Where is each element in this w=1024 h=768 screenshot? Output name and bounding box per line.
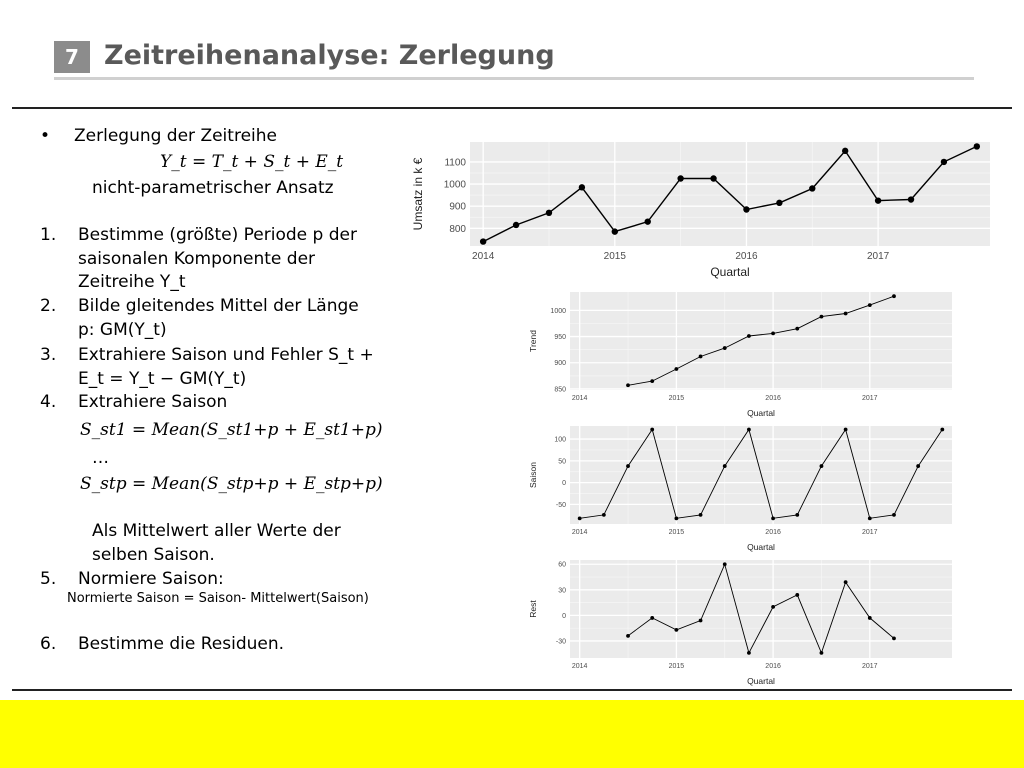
x-tick-label: 2017 bbox=[866, 251, 890, 262]
x-tick-label: 2016 bbox=[765, 395, 781, 402]
data-point bbox=[892, 513, 896, 517]
x-axis-label: Quartal bbox=[747, 408, 775, 418]
y-tick-label: -50 bbox=[555, 501, 566, 509]
x-axis-label: Quartal bbox=[747, 542, 775, 552]
x-tick-label: 2014 bbox=[571, 529, 588, 536]
step-5-num: 5. bbox=[40, 569, 57, 589]
step-4-line-1: Extrahiere Saison bbox=[78, 392, 228, 412]
step-1-num: 1. bbox=[40, 225, 57, 245]
plot-panel bbox=[570, 292, 952, 390]
data-point bbox=[723, 346, 727, 350]
x-tick-label: 2014 bbox=[472, 251, 495, 262]
y-tick-label: 50 bbox=[558, 458, 566, 466]
bullet-text: Zerlegung der Zeitreihe bbox=[74, 126, 277, 146]
data-point bbox=[842, 148, 848, 154]
data-point bbox=[513, 222, 519, 228]
x-tick-label: 2015 bbox=[668, 529, 685, 536]
y-axis-label: Saison bbox=[528, 462, 538, 488]
data-point bbox=[747, 651, 751, 655]
plot-panel bbox=[570, 560, 952, 658]
y-tick-label: 800 bbox=[449, 223, 466, 235]
formula-s1: S_st1 = Mean(S_st1+p + E_st1+p) bbox=[80, 420, 383, 440]
x-tick-label: 2017 bbox=[862, 529, 878, 536]
y-axis-label: Umsatz in k € bbox=[411, 157, 425, 231]
step-6-line-1: Bestimme die Residuen. bbox=[78, 634, 285, 654]
formula-sp: S_stp = Mean(S_stp+p + E_stp+p) bbox=[80, 474, 383, 494]
mean-note-line-2: selben Saison. bbox=[92, 545, 215, 565]
data-point bbox=[674, 367, 678, 371]
step-3-line-2: E_t = Y_t − GM(Y_t) bbox=[78, 369, 247, 389]
y-tick-label: 850 bbox=[554, 386, 566, 394]
y-tick-label: 0 bbox=[562, 480, 566, 488]
step-4-num: 4. bbox=[40, 392, 57, 412]
x-tick-label: 2015 bbox=[603, 251, 626, 262]
data-point bbox=[941, 159, 947, 165]
data-point bbox=[940, 428, 944, 432]
data-point bbox=[820, 464, 824, 468]
data-point bbox=[480, 238, 486, 244]
data-point bbox=[820, 651, 824, 655]
data-point bbox=[645, 218, 651, 224]
data-point bbox=[710, 175, 716, 181]
y-tick-label: 950 bbox=[554, 333, 566, 341]
data-point bbox=[650, 379, 654, 383]
data-point bbox=[868, 616, 872, 620]
y-axis-label: Trend bbox=[528, 330, 538, 352]
y-tick-label: 30 bbox=[558, 587, 566, 595]
formula-main: Y_t = T_t + S_t + E_t bbox=[160, 152, 344, 172]
data-point bbox=[795, 513, 799, 517]
data-point bbox=[612, 228, 618, 234]
data-point bbox=[892, 294, 896, 298]
data-point bbox=[650, 616, 654, 620]
data-point bbox=[602, 513, 606, 517]
chart-saison bbox=[526, 424, 954, 554]
x-tick-label: 2014 bbox=[571, 663, 588, 670]
data-point bbox=[579, 184, 585, 190]
data-point bbox=[776, 200, 782, 206]
data-point bbox=[916, 464, 920, 468]
x-tick-label: 2016 bbox=[735, 251, 758, 262]
x-tick-label: 2016 bbox=[765, 529, 781, 536]
step-6-num: 6. bbox=[40, 634, 57, 654]
step-1-line-2: saisonalen Komponente der bbox=[78, 249, 316, 269]
data-point bbox=[844, 428, 848, 432]
data-point bbox=[892, 637, 896, 641]
x-axis-label: Quartal bbox=[747, 676, 775, 686]
y-tick-label: -30 bbox=[555, 638, 566, 646]
data-point bbox=[974, 143, 980, 149]
data-point bbox=[677, 175, 683, 181]
data-point bbox=[699, 355, 703, 359]
slide-title: Zeitreihenanalyse: Zerlegung bbox=[104, 40, 555, 71]
x-tick-label: 2014 bbox=[571, 395, 588, 402]
data-point bbox=[626, 383, 630, 387]
approach-text: nicht-parametrischer Ansatz bbox=[92, 178, 334, 198]
step-2-line-1: Bilde gleitendes Mittel der Länge bbox=[78, 296, 359, 316]
bullet-marker: • bbox=[40, 126, 51, 146]
y-tick-label: 900 bbox=[449, 201, 466, 213]
footer-bar bbox=[0, 700, 1024, 768]
data-point bbox=[747, 334, 751, 338]
y-tick-label: 0 bbox=[562, 612, 566, 620]
data-point bbox=[771, 332, 775, 336]
data-point bbox=[723, 562, 727, 566]
data-point bbox=[820, 315, 824, 319]
slide-number: 7 bbox=[54, 41, 90, 73]
bottom-divider bbox=[12, 689, 1012, 691]
y-tick-label: 60 bbox=[558, 561, 566, 569]
data-point bbox=[674, 516, 678, 520]
title-underline bbox=[54, 77, 974, 80]
chart-rest bbox=[526, 558, 954, 688]
data-point bbox=[699, 513, 703, 517]
y-tick-label: 1000 bbox=[550, 307, 566, 315]
data-point bbox=[868, 303, 872, 307]
data-point bbox=[868, 516, 872, 520]
y-tick-label: 900 bbox=[554, 360, 566, 368]
x-tick-label: 2016 bbox=[765, 663, 781, 670]
data-point bbox=[844, 312, 848, 316]
data-point bbox=[723, 464, 727, 468]
data-point bbox=[699, 619, 703, 623]
step-2-line-2: p: GM(Y_t) bbox=[78, 320, 167, 340]
data-point bbox=[844, 580, 848, 584]
y-tick-label: 1000 bbox=[443, 179, 466, 191]
data-point bbox=[626, 464, 630, 468]
x-tick-label: 2017 bbox=[862, 395, 878, 402]
x-tick-label: 2015 bbox=[668, 395, 685, 402]
data-point bbox=[875, 197, 881, 203]
formula-ellipsis: … bbox=[92, 448, 109, 468]
step-2-num: 2. bbox=[40, 296, 57, 316]
data-point bbox=[771, 605, 775, 609]
step-1-line-1: Bestimme (größte) Periode p der bbox=[78, 225, 357, 245]
x-tick-label: 2017 bbox=[862, 663, 878, 670]
step-1-line-3: Zeitreihe Y_t bbox=[78, 272, 186, 292]
data-point bbox=[743, 206, 749, 212]
y-tick-label: 100 bbox=[554, 436, 566, 444]
norm-note: Normierte Saison = Saison- Mittelwert(Saison) bbox=[67, 591, 369, 606]
chart-umsatz bbox=[410, 140, 995, 282]
chart-trend bbox=[526, 290, 954, 420]
data-point bbox=[795, 593, 799, 597]
data-point bbox=[546, 210, 552, 216]
data-point bbox=[771, 516, 775, 520]
data-point bbox=[908, 196, 914, 202]
data-point bbox=[809, 185, 815, 191]
step-3-num: 3. bbox=[40, 345, 57, 365]
step-5-line-1: Normiere Saison: bbox=[78, 569, 224, 589]
data-point bbox=[795, 327, 799, 331]
data-point bbox=[674, 628, 678, 632]
x-axis-label: Quartal bbox=[710, 265, 750, 279]
top-divider bbox=[12, 107, 1012, 109]
data-point bbox=[650, 428, 654, 432]
data-point bbox=[747, 428, 751, 432]
y-axis-label: Rest bbox=[528, 600, 538, 618]
data-point bbox=[626, 634, 630, 638]
y-tick-label: 1100 bbox=[444, 157, 466, 169]
step-3-line-1: Extrahiere Saison und Fehler S_t + bbox=[78, 345, 374, 365]
data-point bbox=[578, 516, 582, 520]
x-tick-label: 2015 bbox=[668, 663, 685, 670]
mean-note-line-1: Als Mittelwert aller Werte der bbox=[92, 521, 341, 541]
